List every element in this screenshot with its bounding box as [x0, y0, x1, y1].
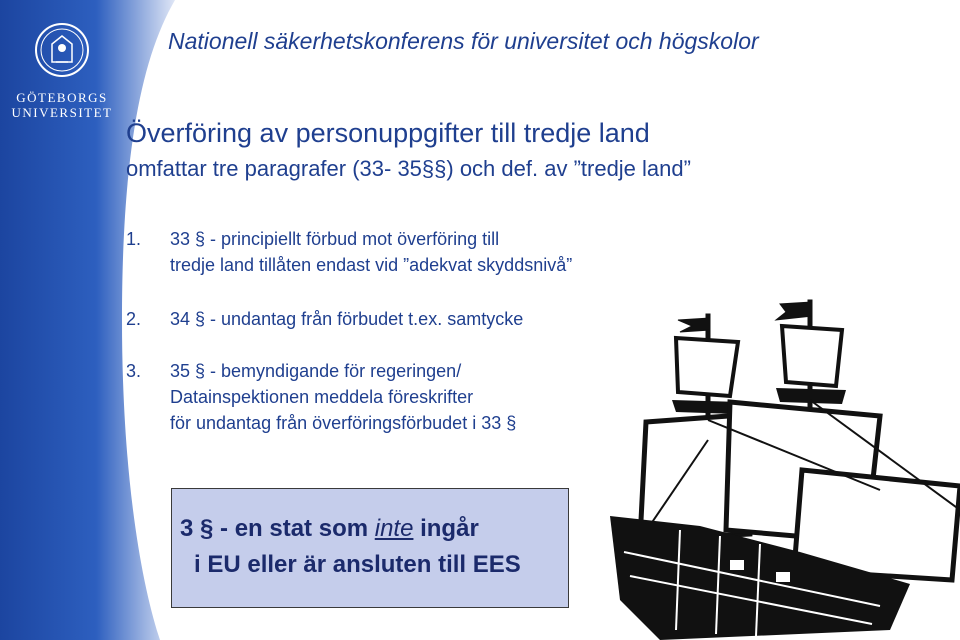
- list-item-text: 35 § - bemyndigande för regeringen/: [170, 361, 462, 381]
- logo-text-line2: UNIVERSITET: [11, 105, 113, 120]
- list-item-text: 33 § - principiellt förbud mot överföring till: [170, 229, 500, 249]
- highlight-line-1: [180, 515, 479, 543]
- list-item-number: 2.: [126, 309, 142, 329]
- highlight-line-1-start: 3 § - en stat som: [180, 515, 375, 542]
- slide-subtitle: omfattar tre paragrafer (33- 35§§) och def. av ”tredje land”: [126, 156, 691, 181]
- logo-text-line1: GÖTEBORGS: [16, 90, 108, 105]
- slide-title: Överföring av personuppgifter till tredje land: [126, 118, 650, 148]
- list-item-text: 34 § - undantag från förbudet t.ex. samtycke: [170, 309, 524, 329]
- list-item-continuation: Datainspektionen meddela föreskrifter: [170, 387, 474, 407]
- list-item-number: 3.: [126, 361, 142, 381]
- list-item: [126, 358, 516, 436]
- university-logo: [11, 14, 116, 120]
- list-item-continuation: tredje land tillåten endast vid ”adekvat skyddsnivå”: [170, 255, 573, 275]
- university-seal-icon: [12, 14, 136, 84]
- highlight-emphasis: inte: [374, 515, 414, 542]
- list-item: [126, 306, 523, 332]
- list-item-continuation: för undantag från överföringsförbudet i 33 §: [170, 413, 517, 433]
- highlight-box: [171, 488, 569, 608]
- conference-title: Nationell säkerhetskonferens för universitet och högskolor: [168, 28, 759, 54]
- highlight-line-2: i EU eller är ansluten till EES: [194, 551, 521, 578]
- highlight-line-1-end: ingår: [413, 515, 479, 542]
- sailing-ship-icon: [580, 290, 960, 640]
- list-item-number: 1.: [126, 229, 142, 249]
- list-item: [126, 226, 572, 278]
